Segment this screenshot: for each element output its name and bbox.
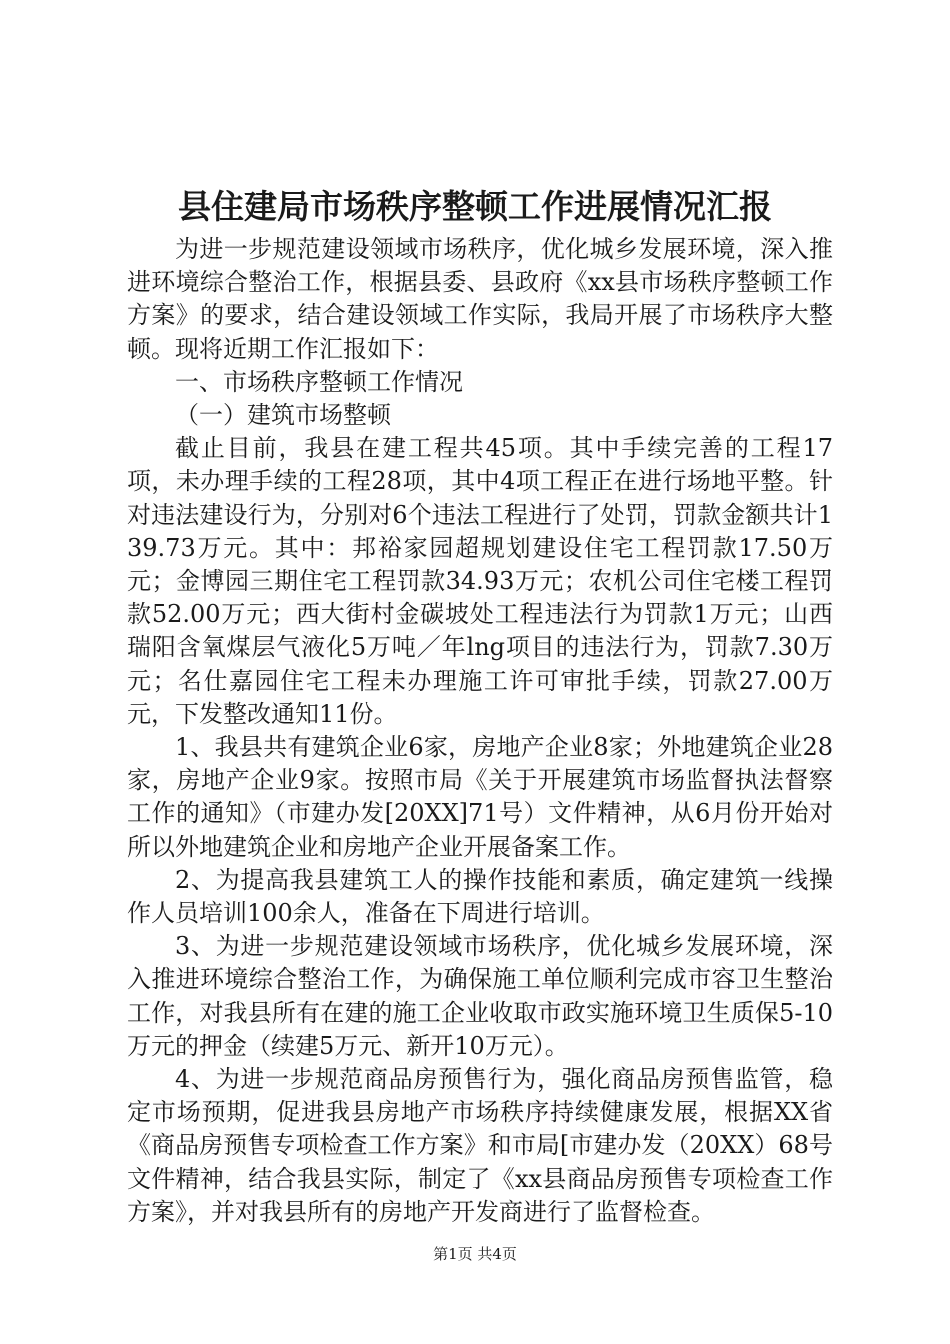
subsection-heading: （一）建筑市场整顿: [175, 401, 391, 430]
list-item: 4、为进一步规范商品房预售行为，强化商品房预售监管，稳定市场预期，促进我县房地产市场秩序持续健康发展，根据XX省《商品房预售专项检查工作方案》和市局[市建办发（20XX）68号文件精神，结合我县实际，制定了《xx县商品房预售专项检查工作方案》，并对我县所有的房地产开发商进行了监督检查。: [127, 1065, 833, 1226]
section-heading: 一、市场秩序整顿工作情况: [175, 367, 463, 396]
intro-paragraph: 为进一步规范建设领域市场秩序，优化城乡发展环境，深入推进环境综合整治工作，根据县委、县政府《xx县市场秩序整顿工作方案》的要求，结合建设领域工作实际，我局开展了市场秩序大整顿。现将近期工作汇报如下：: [127, 235, 833, 363]
document-title: 县住建局市场秩序整顿工作进展情况汇报: [178, 187, 772, 226]
list-item: 1、我县共有建筑企业6家，房地产企业8家；外地建筑企业28家，房地产企业9家。按照市局《关于开展建筑市场监督执法督察工作的通知》（市建办发[20XX]71号）文件精神，从6月份开始对所以外地建筑企业和房地产企业开展备案工作。: [127, 733, 833, 861]
body-paragraph: 截止目前，我县在建工程共45项。其中手续完善的工程17项，未办理手续的工程28项，其中4项工程正在进行场地平整。针对违法建设行为，分别对6个违法工程进行了处罚，罚款金额共计139.73万元。其中：邦裕家园超规划建设住宅工程罚款17.50万元；金博园三期住宅工程罚款34.93万元；农机公司住宅楼工程罚款52.00万元；西大街村金碳坡处工程违法行为罚款1万元；山西瑞阳含氧煤层气液化5万吨／年lng项目的违法行为，罚款7.30万元；名仕嘉园住宅工程未办理施工许可审批手续，罚款27.00万元，下发整改通知11份。: [127, 434, 833, 728]
list-item: 2、为提高我县建筑工人的操作技能和素质，确定建筑一线操作人员培训100余人，准备在下周进行培训。: [127, 865, 833, 928]
list-item: 3、为进一步规范建设领域市场秩序，优化城乡发展环境，深入推进环境综合整治工作，为确保施工单位顺利完成市容卫生整治工作，对我县所有在建的施工企业收取市政实施环境卫生质保5-10万元的押金（续建5万元、新开10万元）。: [127, 932, 833, 1060]
page-number-footer: 第1页 共4页: [433, 1245, 517, 1263]
document-body: [127, 233, 833, 1229]
